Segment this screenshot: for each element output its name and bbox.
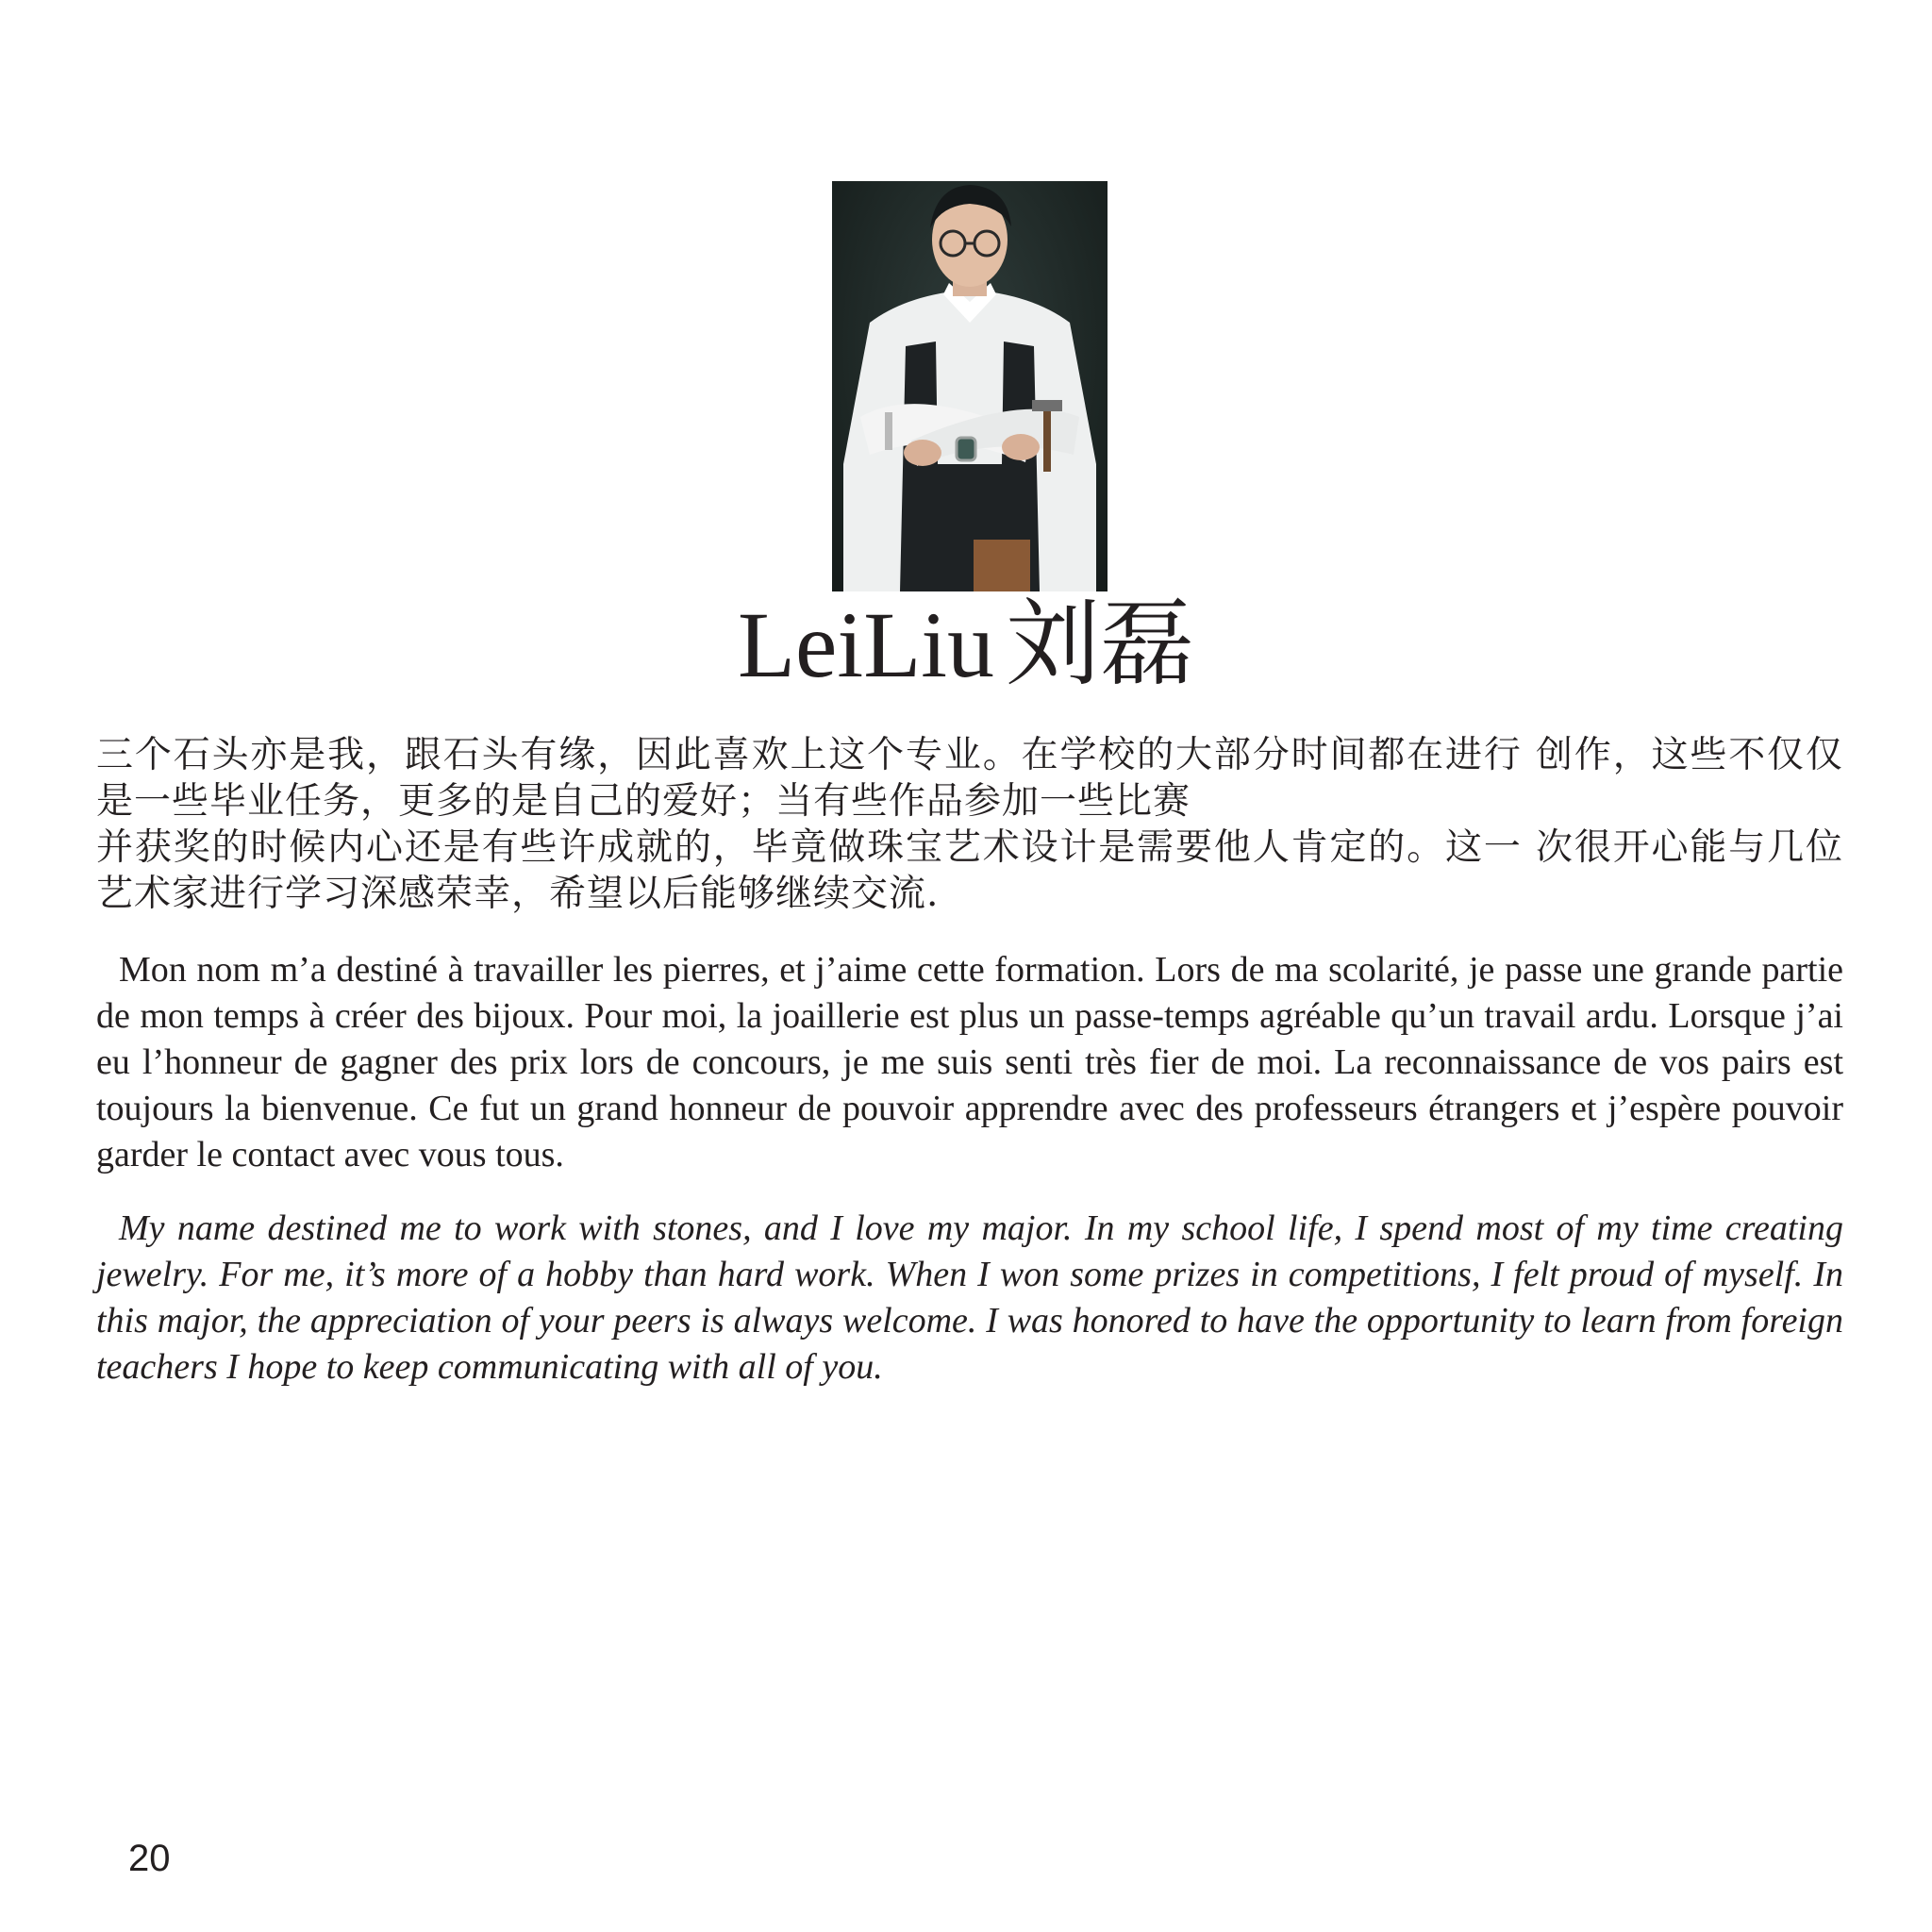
name-latin: LeiLiu xyxy=(737,592,995,697)
chinese-paragraph xyxy=(96,732,1843,917)
chinese-line-3: 并获奖的时候内心还是有些许成就的，毕竟做珠宝艺术设计是需要他人肯定的。这一 次很开心能与几位 xyxy=(96,826,1843,869)
portrait-photo xyxy=(832,181,1108,591)
french-paragraph: Mon nom m’a destiné à travailler les pierres, et j’aime cette formation. Lors de ma scolarité, je passe une grande partie de mon temps à créer des bijoux. Pour moi, la joaillerie est plus un passe-temps agréable qu’un travail ardu. Lorsque j’ai eu l’honneur de gagner des prix lors de concours, je me suis senti très fier de moi. La reconnaissance de vos pairs est toujours la bienvenue. Ce fut un grand honneur de pouvoir apprendre avec des professeurs étrangers et j’espère pouvoir garder le contact avec vous tous. xyxy=(96,950,1843,1174)
english-paragraph: My name destined me to work with stones, and I love my major. In my school life, I spend most of my time creating jewelry. For me, it’s more of a hobby than hard work. When I won some prizes in competitions, I felt proud of myself. In this major, the appreciation of your peers is always welcome. I was honored to have the opportunity to learn from foreign teachers I hope to keep communicating with all of you. xyxy=(96,1208,1843,1387)
profile-name xyxy=(0,589,1932,699)
name-chinese: 刘磊 xyxy=(1006,589,1195,699)
chinese-line-2: 是一些毕业任务，更多的是自己的爱好；当有些作品参加一些比赛 xyxy=(96,780,1191,823)
page-number: 20 xyxy=(128,1838,171,1879)
chinese-line-4: 艺术家进行学习深感荣幸，希望以后能够继续交流. xyxy=(96,873,940,915)
chinese-line-1: 三个石头亦是我，跟石头有缘，因此喜欢上这个专业。在学校的大部分时间都在进行 创作，这些不仅仅 xyxy=(96,734,1843,776)
